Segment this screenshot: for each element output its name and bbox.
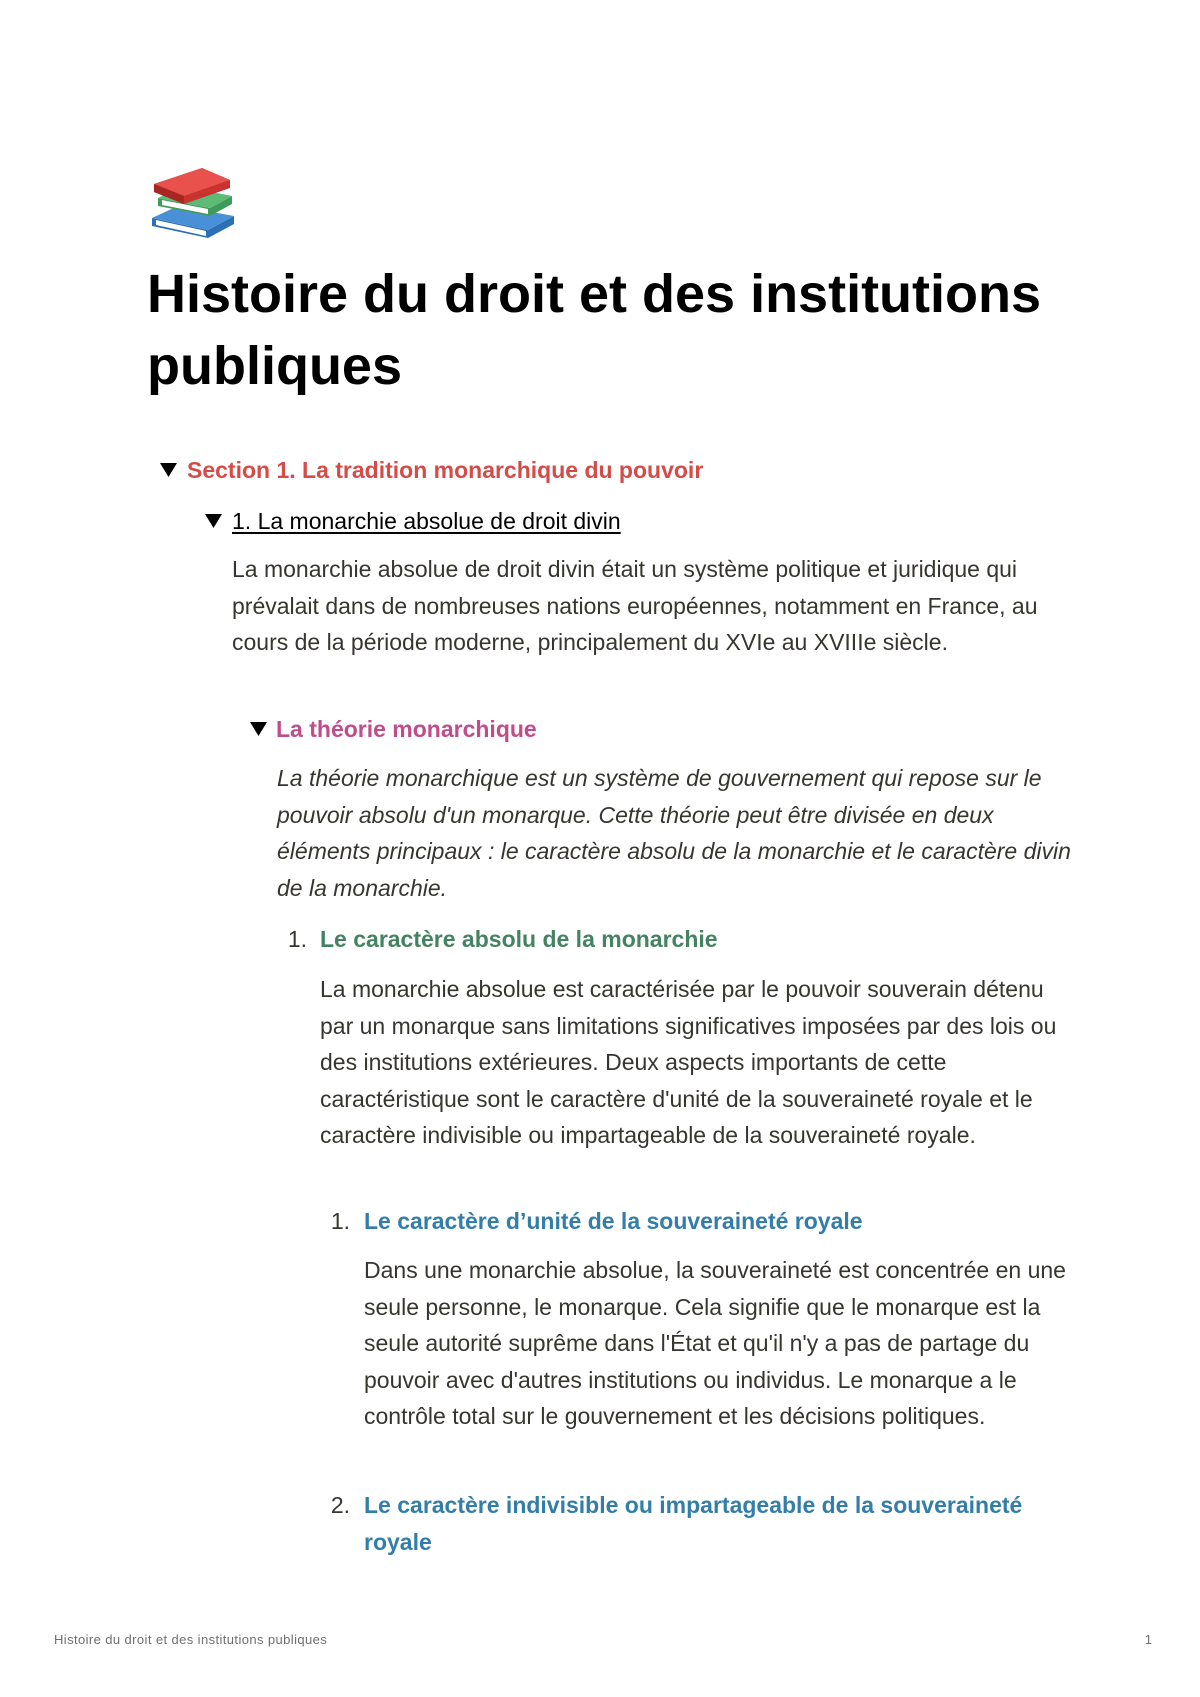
theorie-text: La théorie monarchique est un système de gouvernement qui repose sur le pouvoir absolu d'un monarque. Cette théorie peut être divisée en deux éléments principaux : le caractère absolu de la monarchie et le caractère divin de la monarchie. [277,765,1071,901]
list-number: 1. [330,1208,350,1234]
subsection-1-heading[interactable]: 1. La monarchie absolue de droit divin [232,508,621,534]
footer-title: Histoire du droit et des institutions publiques [54,1632,328,1647]
list-number: 2. [330,1492,350,1518]
page-title: Histoire du droit et des institutions publiques [147,264,1042,396]
section-1-heading[interactable]: Section 1. La tradition monarchique du pouvoir [187,457,704,483]
item-1-2-heading: Le caractère indivisible ou impartageable de la souveraineté royale [364,1492,1023,1555]
item-1-1-text: Dans une monarchie absolue, la souveraineté est concentrée en une seule personne, le monarque. Cela signifie que le monarque est la seule autorité suprême dans l'État et qu'il n'y a pas de partage du pouvoir avec d'autres institutions ou individus. Le monarque a le contrôle total sur le gouvernement et les décisions politiques. [364,1257,1066,1429]
page-number: 1 [1144,1632,1152,1647]
toggle-arrow-icon[interactable] [205,514,222,528]
list-number: 1. [287,926,307,952]
theorie-heading[interactable]: La théorie monarchique [276,716,537,742]
subsection-1-text: La monarchie absolue de droit divin était un système politique et juridique qui prévalait dans de nombreuses nations européennes, notamment en France, au cours de la période moderne, principalement du XVIe au XVIIIe siècle. [232,556,1038,655]
toggle-arrow-icon[interactable] [250,722,267,736]
toggle-arrow-icon[interactable] [160,463,177,477]
item-1-heading: Le caractère absolu de la monarchie [320,926,718,952]
item-1-1-heading: Le caractère d’unité de la souveraineté royale [364,1208,863,1234]
item-1-text: La monarchie absolue est caractérisée par le pouvoir souverain détenu par un monarque sans limitations significatives imposées par des lois ou des institutions extérieures. Deux aspects importants de cette caractéristique sont le caractère d'unité de la souveraineté royale et le caractère indivisible ou impartageable de la souveraineté royale. [320,976,1057,1148]
books-icon [148,158,238,242]
